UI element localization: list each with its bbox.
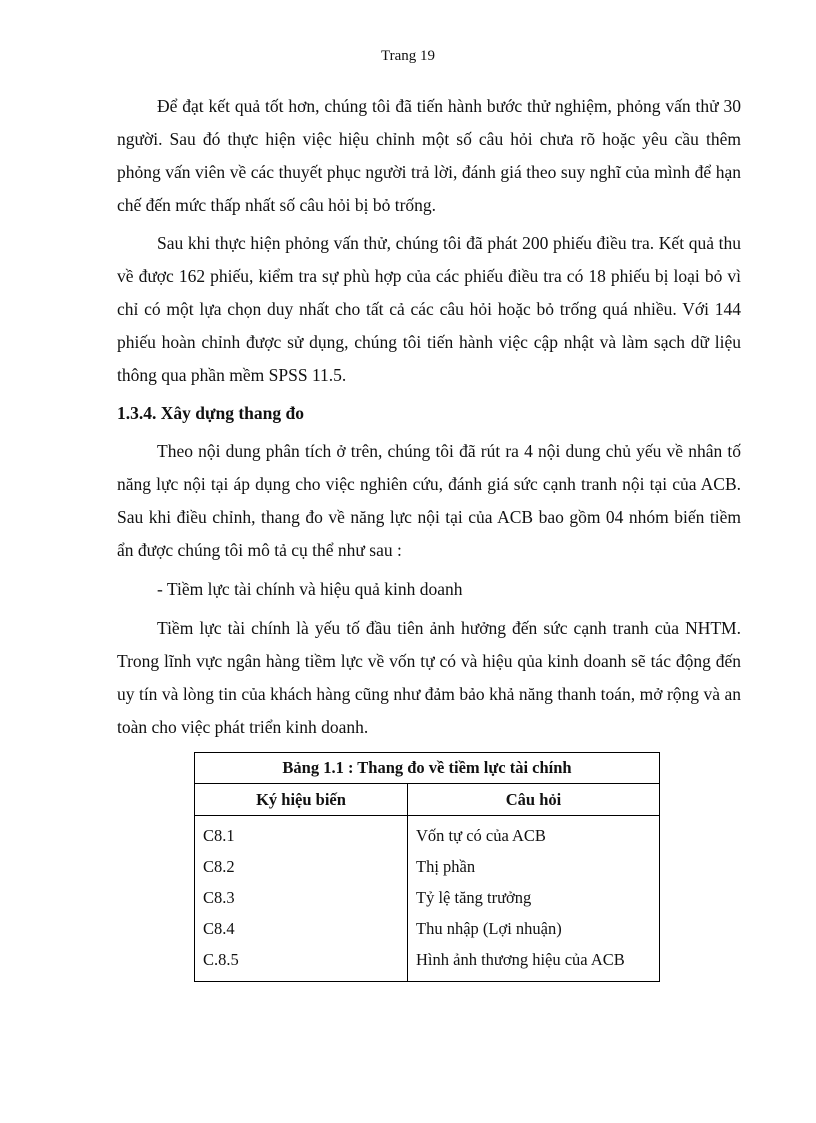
table-row <box>195 944 660 982</box>
variable-code: C8.3 <box>195 882 408 913</box>
table-row <box>195 913 660 944</box>
table-row <box>195 851 660 882</box>
paragraph-financial-potential: Tiềm lực tài chính là yếu tố đầu tiên ảnh hưởng đến sức cạnh tranh của NHTM. Trong lĩnh vực ngân hàng tiềm lực về vốn tự có và hiệu qủa kinh doanh sẽ tác động đến uy tín và lòng tin của khách hàng cũng như đảm bảo khả năng thanh toán, mở rộng và an toàn cho việc phát triển kinh doanh. <box>117 618 741 737</box>
question-text: Thị phần <box>408 851 660 882</box>
question-text: Thu nhập (Lợi nhuận) <box>408 913 660 944</box>
table-container <box>194 752 660 982</box>
table-caption: Bảng 1.1 : Thang đo về tiềm lực tài chính <box>195 753 660 784</box>
paragraph-survey-results: Sau khi thực hiện phỏng vấn thử, chúng tôi đã phát 200 phiếu điều tra. Kết quả thu về được 162 phiếu, kiểm tra sự phù hợp của các phiếu điều tra có 18 phiếu bị loại bỏ vì chỉ có một lựa chọn duy nhất cho tất cả các câu hỏi hoặc bỏ trống quá nhiều. Với 144 phiếu hoàn chỉnh được sử dụng, chúng tôi tiến hành việc cập nhật và làm sạch dữ liệu thông qua phần mềm SPSS 11.5. <box>117 233 741 385</box>
column-header-variable: Ký hiệu biến <box>195 784 408 816</box>
paragraph-pilot-test: Để đạt kết quả tốt hơn, chúng tôi đã tiến hành bước thử nghiệm, phỏng vấn thử 30 người. Sau đó thực hiện việc hiệu chỉnh một số câu hỏi chưa rõ hoặc yêu cầu thêm phỏng vấn viên về các thuyết phục người trả lời, đánh giá theo suy nghĩ của mình để hạn chế đến mức thấp nhất số câu hỏi bị bỏ trống. <box>117 96 741 215</box>
question-text: Vốn tự có của ACB <box>408 816 660 852</box>
question-text: Hình ảnh thương hiệu của ACB <box>408 944 660 982</box>
page-number: Trang 19 <box>380 48 436 64</box>
variable-code: C8.4 <box>195 913 408 944</box>
paragraph-scale-intro: Theo nội dung phân tích ở trên, chúng tôi đã rút ra 4 nội dung chủ yếu về nhân tố năng lực nội tại áp dụng cho việc nghiên cứu, đánh giá sức cạnh tranh nội tại của ACB. Sau khi điều chỉnh, thang đo về năng lực nội tại của ACB bao gồm 04 nhóm biến tiềm ẩn được chúng tôi mô tả cụ thể như sau : <box>117 441 741 560</box>
column-header-question: Câu hỏi <box>408 784 660 816</box>
document-body <box>117 90 741 982</box>
table-row <box>195 816 660 852</box>
variable-code: C.8.5 <box>195 944 408 982</box>
variable-code: C8.1 <box>195 816 408 852</box>
financial-scale-table <box>194 752 660 982</box>
section-heading: 1.3.4. Xây dựng thang đo <box>117 403 305 423</box>
variable-code: C8.2 <box>195 851 408 882</box>
question-text: Tỷ lệ tăng trưởng <box>408 882 660 913</box>
table-row <box>195 882 660 913</box>
bullet-financial-potential: - Tiềm lực tài chính và hiệu quả kinh doanh <box>157 579 463 599</box>
